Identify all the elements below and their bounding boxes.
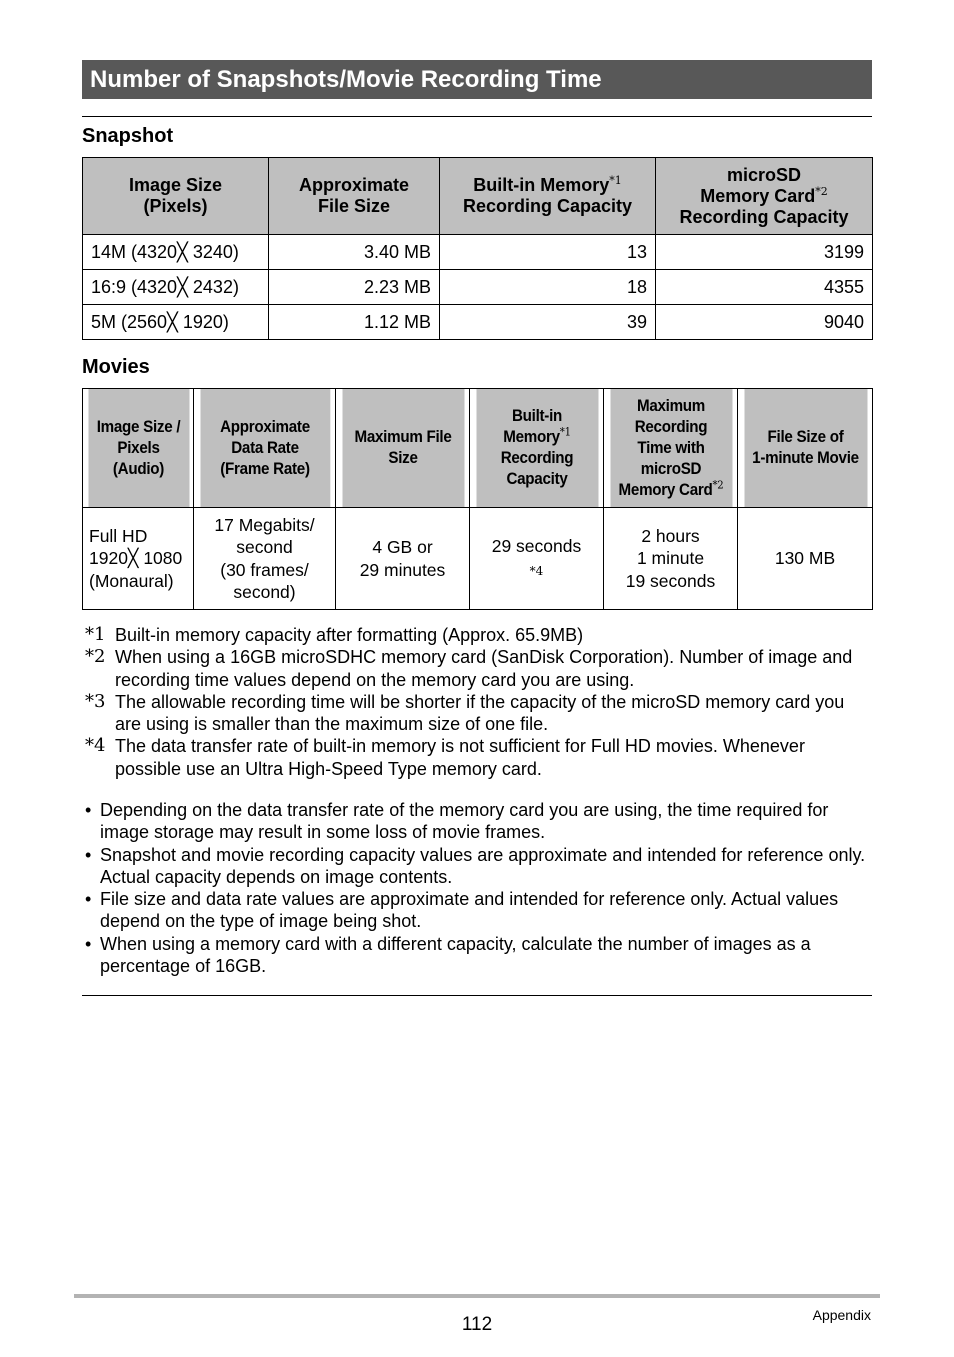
movies-header-max-time: Maximum Recording Time with microSD Memory Card$^{*2}$	[609, 389, 732, 508]
notes-list	[82, 799, 872, 977]
bullet-icon: •	[85, 800, 92, 820]
footnote-ref-2: *2	[712, 478, 723, 491]
section-label: Appendix	[812, 1307, 871, 1323]
snapshot-size-cell: 14M (4320╳ 3240)	[83, 235, 269, 270]
bullet-icon: •	[85, 933, 92, 954]
movies-max-time-cell: 2 hours 1 minute 19 seconds	[604, 508, 738, 610]
list-item: • Depending on the data transfer rate of the memory card you are using, the time required for image storage may result in some loss of movie frames.	[85, 800, 829, 843]
movies-header-data-rate: Approximate Data Rate (Frame Rate)	[199, 389, 330, 508]
movies-max-file-cell: 4 GB or 29 minutes	[336, 508, 470, 610]
snapshot-header-row	[83, 158, 873, 235]
snapshot-builtin-cell: 13	[440, 235, 656, 270]
footnote-ref-4: *4	[529, 563, 544, 578]
movies-header-builtin: Built-in Memory$^{*1}$ Recording Capacity	[475, 389, 598, 508]
bullet-icon: •	[85, 889, 92, 910]
footnote-ref-2: *2	[815, 184, 828, 198]
movies-header-row	[83, 389, 873, 508]
snapshot-table	[82, 157, 873, 340]
snapshot-header-microsd: microSD Memory Card$^{*2}$ Recording Capacity	[656, 158, 873, 235]
footnote	[82, 735, 872, 780]
snapshot-heading: Snapshot	[82, 125, 174, 147]
list-item: • Snapshot and movie recording capacity values are approximate and intended for reference only. Actual capacity depends on image contents.	[85, 844, 866, 887]
bullet-icon: •	[85, 844, 92, 865]
list-item: • File size and data rate values are approximate and intended for reference only. Actual values depend on the type of image being shot.	[85, 889, 839, 932]
snapshot-header-image-size: Image Size (Pixels)	[83, 158, 269, 235]
footnote-ref-1: *1	[559, 425, 571, 439]
top-divider	[82, 116, 872, 117]
snapshot-builtin-cell: 39	[440, 305, 656, 340]
snapshot-microsd-cell: 4355	[656, 270, 873, 305]
footnote	[82, 646, 872, 691]
table-row	[83, 305, 873, 340]
movies-header-minute-size: File Size of 1-minute Movie	[743, 389, 867, 508]
footnote-mark: *2	[85, 646, 106, 668]
footnote-mark: *1	[85, 624, 106, 645]
movies-header-image-size: Image Size / Pixels (Audio)	[87, 389, 189, 508]
footnote-text: The data transfer rate of built-in memory is not sufficient for Full HD movies. Whenever possible use an Ultra High-Speed Type memory card.	[115, 736, 805, 779]
footnotes	[82, 624, 872, 780]
footnote-mark: *4	[85, 735, 106, 757]
snapshot-microsd-cell: 3199	[656, 235, 873, 270]
snapshot-file-cell: 2.23 MB	[269, 270, 440, 305]
bottom-divider	[82, 995, 872, 996]
snapshot-file-cell: 1.12 MB	[269, 305, 440, 340]
movies-heading: Movies	[82, 356, 150, 378]
footnote-text: Built-in memory capacity after formatting (Approx. 65.9MB)	[115, 625, 584, 645]
footnote-text: The allowable recording time will be shorter if the capacity of the microSD memory card you are using is smaller than the maximum size of one file.	[115, 691, 845, 735]
page-title: Number of Snapshots/Movie Recording Time	[82, 60, 872, 99]
table-row	[83, 235, 873, 270]
list-item: • When using a memory card with a different capacity, calculate the number of images as a percentage of 16GB.	[85, 933, 811, 977]
footnote-text: When using a 16GB microSDHC memory card (SanDisk Corporation). Number of image and recording time values depend on the memory card you are using.	[115, 647, 853, 690]
movies-minute-size-cell: 130 MB	[738, 508, 873, 610]
table-row	[83, 508, 873, 610]
movies-rate-cell: 17 Megabits/ second (30 frames/ second)	[194, 508, 336, 610]
footnote	[82, 624, 872, 646]
movies-header-max-file: Maximum File Size	[341, 389, 464, 508]
movies-size-cell: Full HD 1920╳ 1080 (Monaural)	[83, 508, 194, 610]
footnote-mark: *3	[85, 690, 106, 712]
footer-divider	[74, 1294, 880, 1298]
movies-table	[82, 388, 873, 610]
snapshot-builtin-cell: 18	[440, 270, 656, 305]
page-number: 112	[461, 1314, 493, 1335]
snapshot-microsd-cell: 9040	[656, 305, 873, 340]
footnote-ref-1: *1	[609, 174, 622, 187]
snapshot-header-builtin: Built-in Memory$^{*1}$ Recording Capacity	[440, 158, 656, 235]
snapshot-size-cell: 5M (2560╳ 1920)	[83, 305, 269, 340]
snapshot-file-cell: 3.40 MB	[269, 235, 440, 270]
snapshot-size-cell: 16:9 (4320╳ 2432)	[83, 270, 269, 305]
movies-builtin-cell: 29 seconds *4	[470, 508, 604, 610]
footnote	[82, 691, 872, 736]
snapshot-header-file-size: Approximate File Size	[269, 158, 440, 235]
table-row	[83, 270, 873, 305]
